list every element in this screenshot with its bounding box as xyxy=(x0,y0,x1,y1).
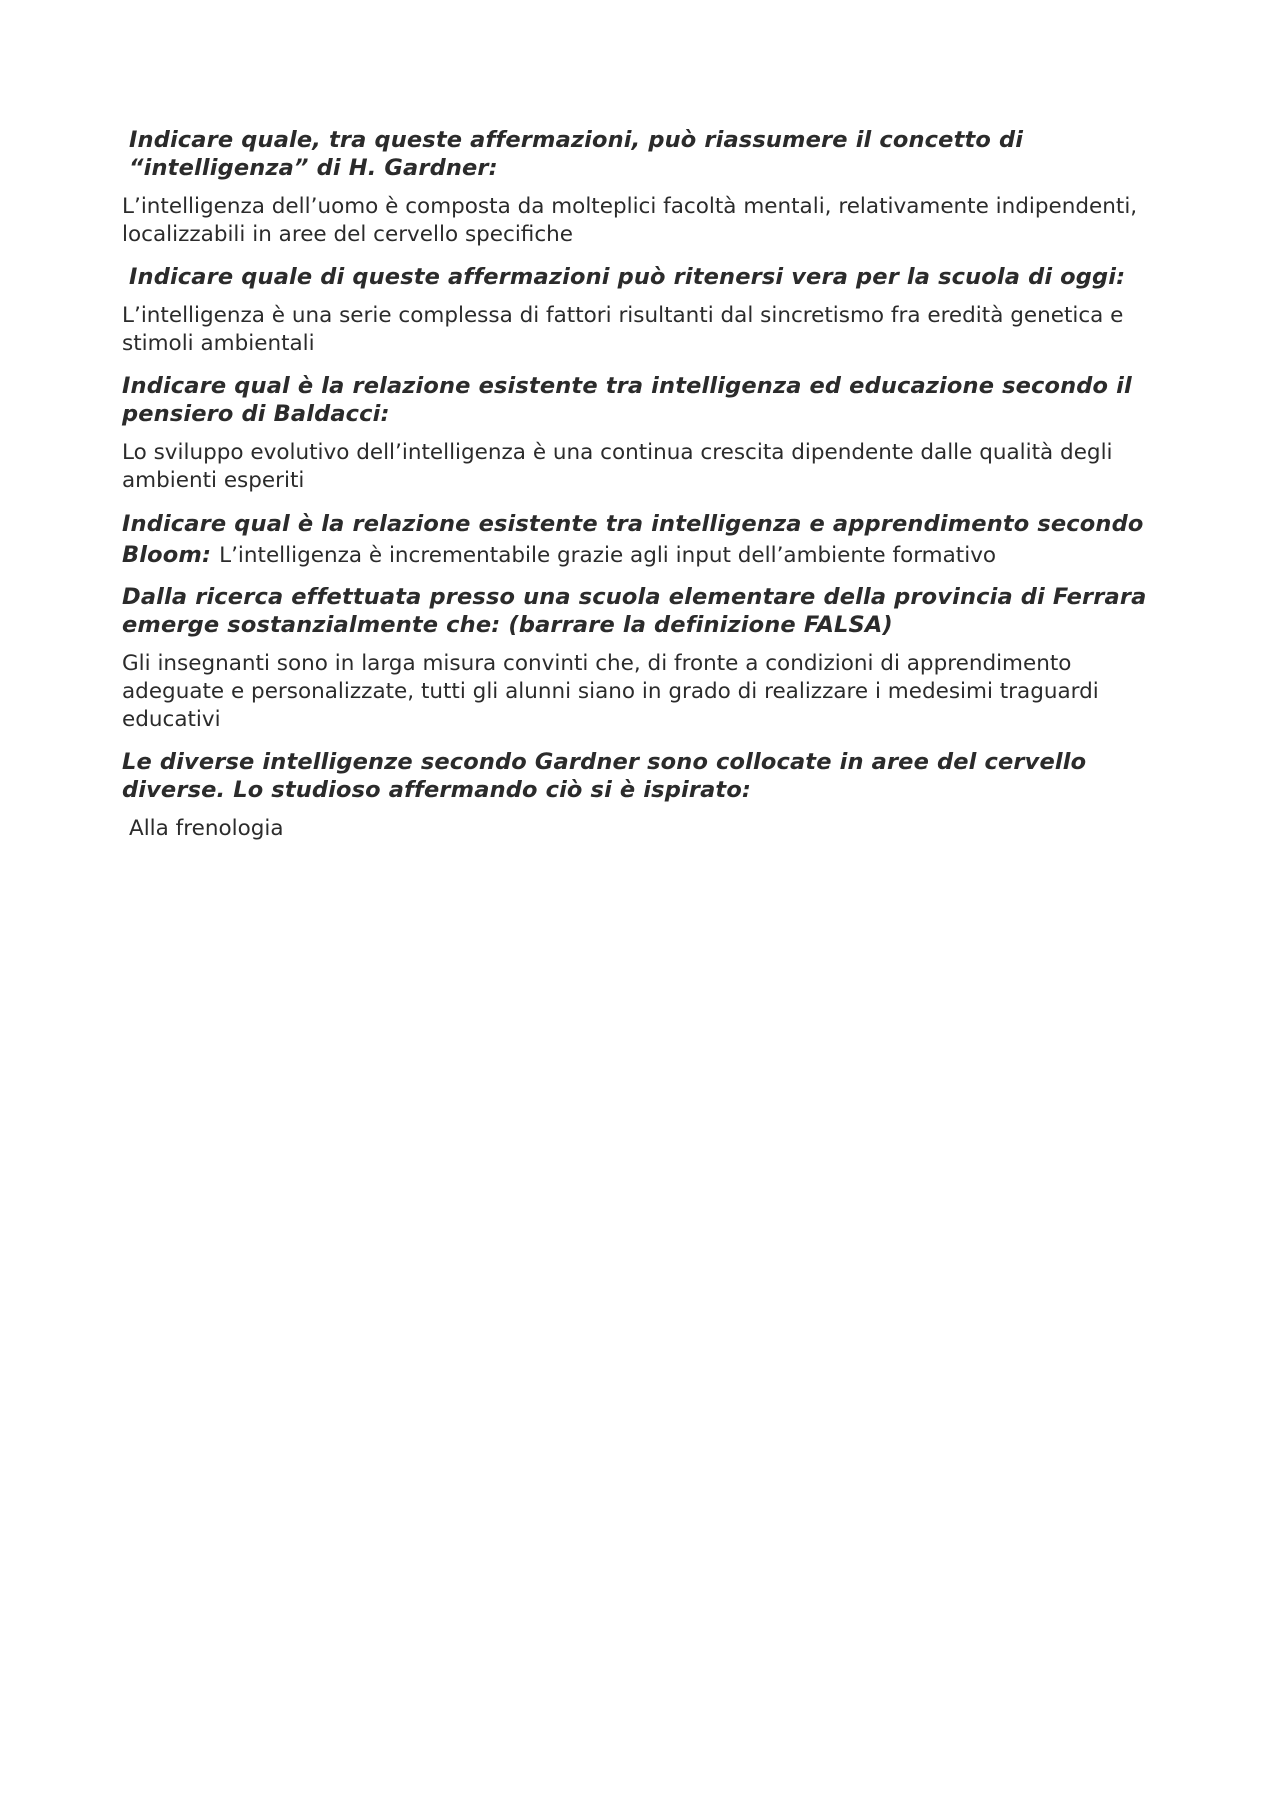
question-3: Indicare qual è la relazione esistente tra intelligenza ed educazione secondo il pensiero di Baldacci: xyxy=(122,373,1132,427)
answer-5: Gli insegnanti sono in larga misura convinti che, di fronte a condizioni di apprendimento adeguate e personalizzate, tutti gli alunni siano in grado di realizzare i medesimi traguardi educativi xyxy=(122,651,1099,732)
question-4: Indicare qual è la relazione esistente tra intelligenza e apprendimento secondo Bloom: xyxy=(122,511,1144,568)
answer-4: L’intelligenza è incrementabile grazie agli input dell’ambiente formativo xyxy=(219,543,997,568)
question-1: Indicare quale, tra queste affermazioni, può riassumere il concetto di “intelligenza” di H. Gardner: xyxy=(129,127,1024,181)
answer-3: Lo sviluppo evolutivo dell’intelligenza è una continua crescita dipendente dalle qualità degli ambienti esperiti xyxy=(122,440,1113,493)
answer-2: L’intelligenza è una serie complessa di fattori risultanti dal sincretismo fra eredità genetica e stimoli ambientali xyxy=(122,303,1124,356)
answer-1: L’intelligenza dell’uomo è composta da molteplici facoltà mentali, relativamente indipendenti, localizzabili in aree del cervello specifiche xyxy=(122,194,1138,247)
question-6: Le diverse intelligenze secondo Gardner sono collocate in aree del cervello diverse. Lo studioso affermando ciò si è ispirato: xyxy=(122,749,1087,803)
question-4-with-answer xyxy=(122,509,1174,571)
answer-6: Alla frenologia xyxy=(129,816,284,841)
document-page xyxy=(122,126,1174,857)
question-2: Indicare quale di queste affermazioni può ritenersi vera per la scuola di oggi: xyxy=(129,264,1126,290)
question-5: Dalla ricerca effettuata presso una scuola elementare della provincia di Ferrara emerge sostanzialmente che: (barrare la definizione FALSA) xyxy=(122,584,1147,638)
